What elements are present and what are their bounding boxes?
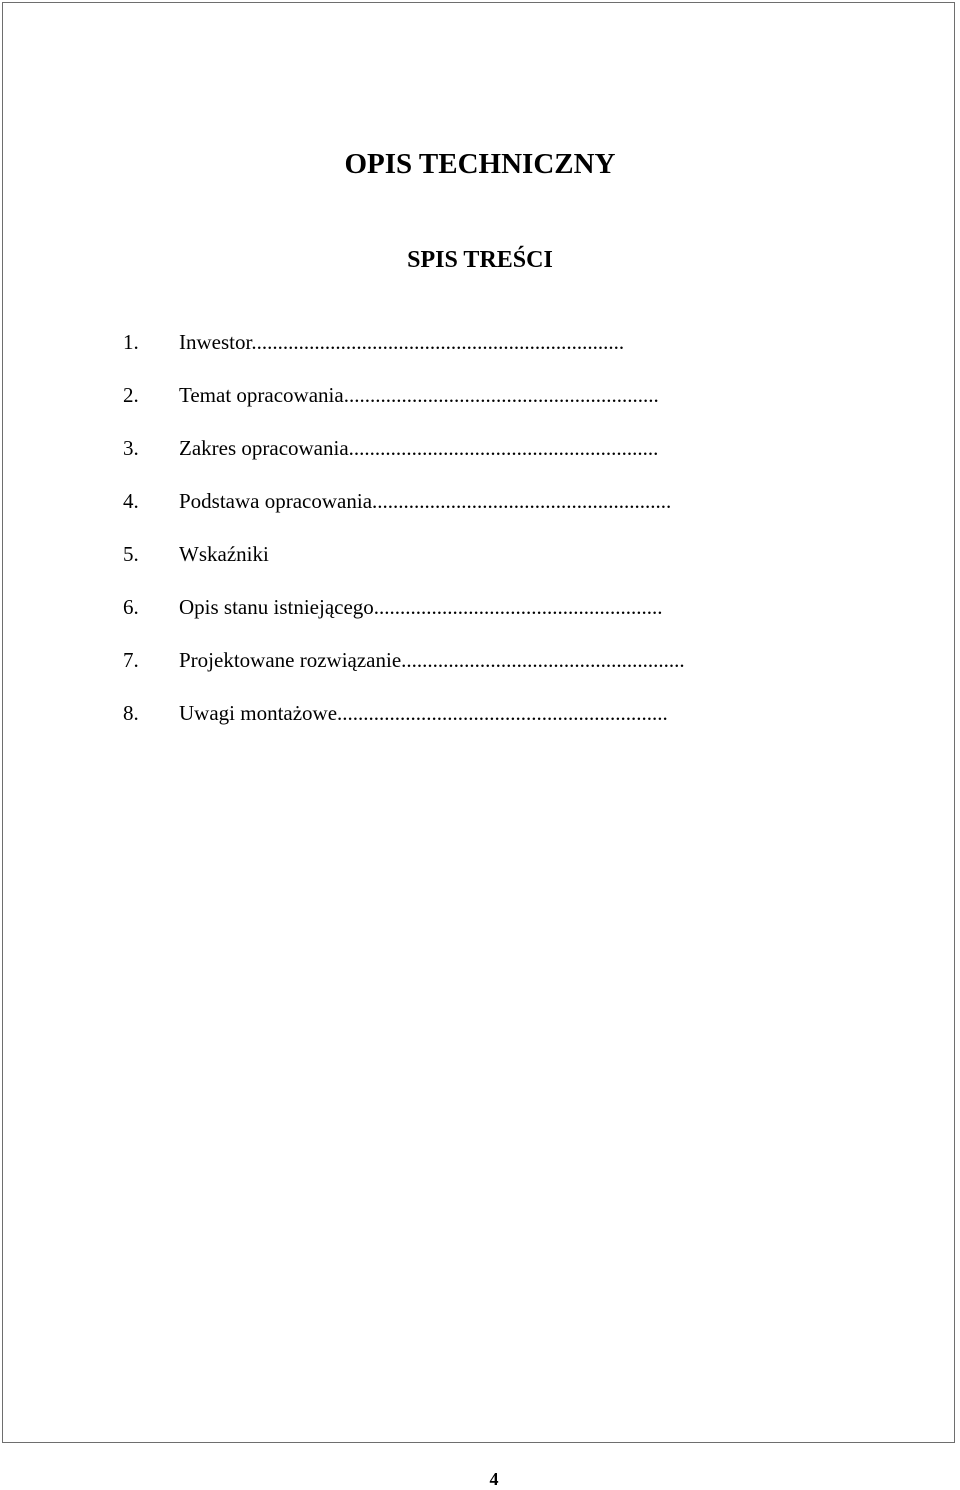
toc-item-number: 7. (123, 648, 139, 672)
toc-item-number: 2. (123, 383, 139, 407)
toc-item-text: Zakres opracowania........................................................... (179, 436, 659, 460)
toc-item (123, 487, 685, 540)
toc-item (123, 593, 685, 646)
page-number: 4 (489, 1469, 499, 1489)
toc-item-text: Wskaźniki (179, 542, 269, 566)
toc-item-number: 3. (123, 436, 139, 460)
toc-item-text: Temat opracowania............................................................ (179, 383, 659, 407)
toc-item-text: Podstawa opracowania......................................................... (179, 489, 672, 513)
toc-item (123, 328, 685, 381)
toc-item-text: Uwagi montażowe............................................................... (179, 701, 668, 725)
toc-item (123, 434, 685, 487)
toc-item-number: 1. (123, 330, 139, 354)
document-title: OPIS TECHNICZNY (344, 148, 616, 180)
toc-item-text: Inwestor....................................................................... (179, 330, 625, 354)
toc-item-number: 5. (123, 542, 139, 566)
toc-item-number: 8. (123, 701, 139, 725)
toc-item (123, 381, 685, 434)
toc-item-text: Projektowane rozwiązanie...................................................... (179, 648, 685, 672)
table-of-contents (123, 328, 685, 752)
toc-item (123, 699, 685, 752)
toc-item-number: 4. (123, 489, 139, 513)
toc-heading: SPIS TREŚCI (407, 247, 553, 273)
toc-item-text: Opis stanu istniejącego....................................................... (179, 595, 663, 619)
toc-item-number: 6. (123, 595, 139, 619)
toc-item (123, 540, 685, 593)
toc-item (123, 646, 685, 699)
